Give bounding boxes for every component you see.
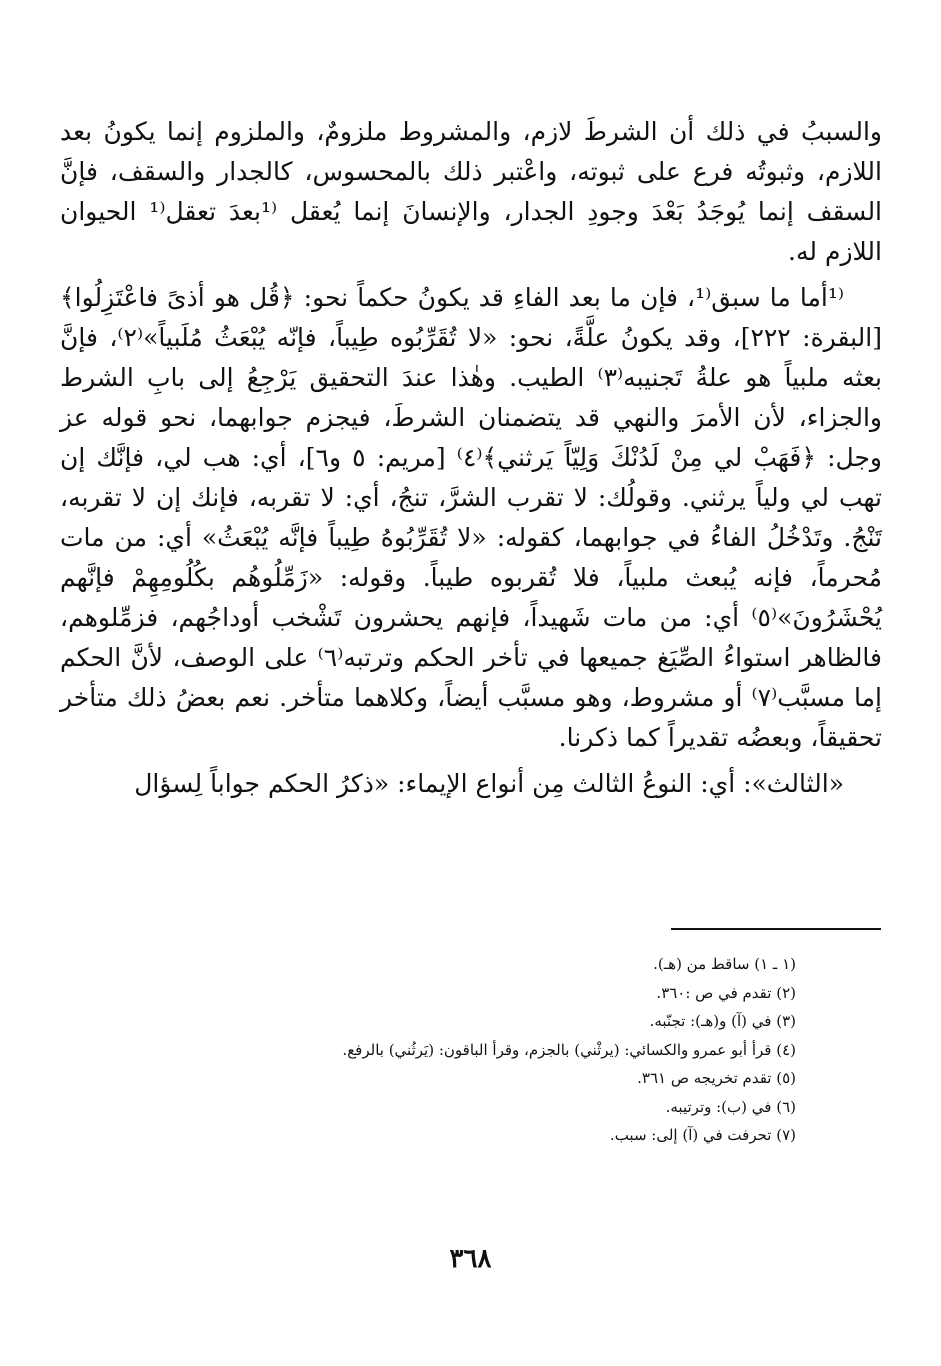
main-text — [60, 112, 882, 804]
page-number: ٣٦٨ — [449, 1244, 492, 1274]
paragraph-3: «الثالث»: أي: النوعُ الثالث مِن أنواع الإيماء: «ذكرُ الحكم جواباً لِسؤال — [134, 769, 844, 798]
footnotes-list — [96, 950, 796, 1150]
footnote-6: (٦) في (ب): وترتيبه. — [665, 1097, 796, 1116]
footnote-4: (٤) قرأ أبو عمرو والكسائي: (يرثْني) بالجزم، وقرأ الباقون: (يَرثُني) بالرفع. — [342, 1040, 796, 1059]
paragraph-2: ⁽¹أما ما سبق⁽¹، فإن ما بعد الفاءِ قد يكونُ حكماً نحو: ﴿قُل هو أذىً فاعْتَزِلُوا﴾ [البقرة: ٢٢٢]، وقد يكونُ علَّةً، نحو: «لا تُقَرِّبُوه طِيباً، فإنّه يُبْعَثُ مُلَبياً»⁽٢⁾، فإنَّ بعثه ملبياً هو علةُ تَجنيبه⁽٣⁾ الطيب. وهٰذا عندَ التحقيق يَرْجِعُ إلى بابِ الشرط والجزاء، لأن الأمرَ والنهي قد يتضمنان الشرطَ، فيجزم جوابهما، نحو قوله عز وجل: ﴿فَهَبْ لي مِنْ لَدُنْكَ وَلِيّاً يَرثني﴾⁽٤⁾ [مريم: ٥ و٦]، أي: هب لي، فإنَّك إن تهب لي ولياً يرثني. وقولُك: لا تقرب الشرَّ، تنجُ، أي: لا تقربه، فإنك إن لا تقربه، تَنْجُ. وتَدْخُلُ الفاءُ في جوابهما، كقوله: «لا تُقَرِّبُوهُ طِيباً فإنَّه يُبْعَثُ» أي: من مات مُحرماً، فإنه يُبعث ملبياً، فلا تُقربوه طيباً. وقوله: «زَمِّلُوهُم بكُلُومِهِمْ فإنَّهم يُحْشَرُونَ»⁽٥⁾ أي: من مات شَهيداً، فإنهم يحشرون تَشْخب أوداجُهم، فزمِّلوهم، فالظاهر استواءُ الصِّيَغ جميعها في تأخر الحكم وترتبه⁽٦⁾ على الوصف، لأنَّ الحكم إما مسبَّب⁽٧⁾ أو مشروط، وهو مسبَّب أيضاً، وكلاهما متأخر. نعم بعضُ ذلك متأخر تحقيقاً، وبعضُه تقديراً كما ذكرنا. — [60, 283, 883, 752]
paragraph-1: والسببُ في ذلك أن الشرطَ لازم، والمشروط ملزومٌ، والملزوم إنما يكونُ بعد اللازم، وثبوتُه فرع على ثبوته، واعْتبر ذلك بالمحسوس، كالجدار والسقف، فإنَّ السقف إنما يُوجَدُ بَعْدَ وجودِ الجدار، والإنسانَ إنما يُعقل ⁽¹بعدَ تعقل⁽¹ الحيوان اللازم له. — [60, 117, 883, 266]
footnote-1: (١ ـ ١) ساقط من (هـ). — [653, 955, 796, 973]
footnote-2: (٢) تقدم في ص :٣٦٠. — [656, 983, 796, 1002]
page-content — [60, 112, 882, 804]
footnote-5: (٥) تقدم تخريجه ص ٣٦١. — [637, 1069, 796, 1087]
footnote-7: (٧) تحرفت في (آ) إلى: سبب. — [609, 1126, 796, 1144]
footnote-separator — [671, 928, 881, 930]
footnote-3: (٣) في (آ) و(هـ): تجنّبه. — [649, 1012, 796, 1030]
